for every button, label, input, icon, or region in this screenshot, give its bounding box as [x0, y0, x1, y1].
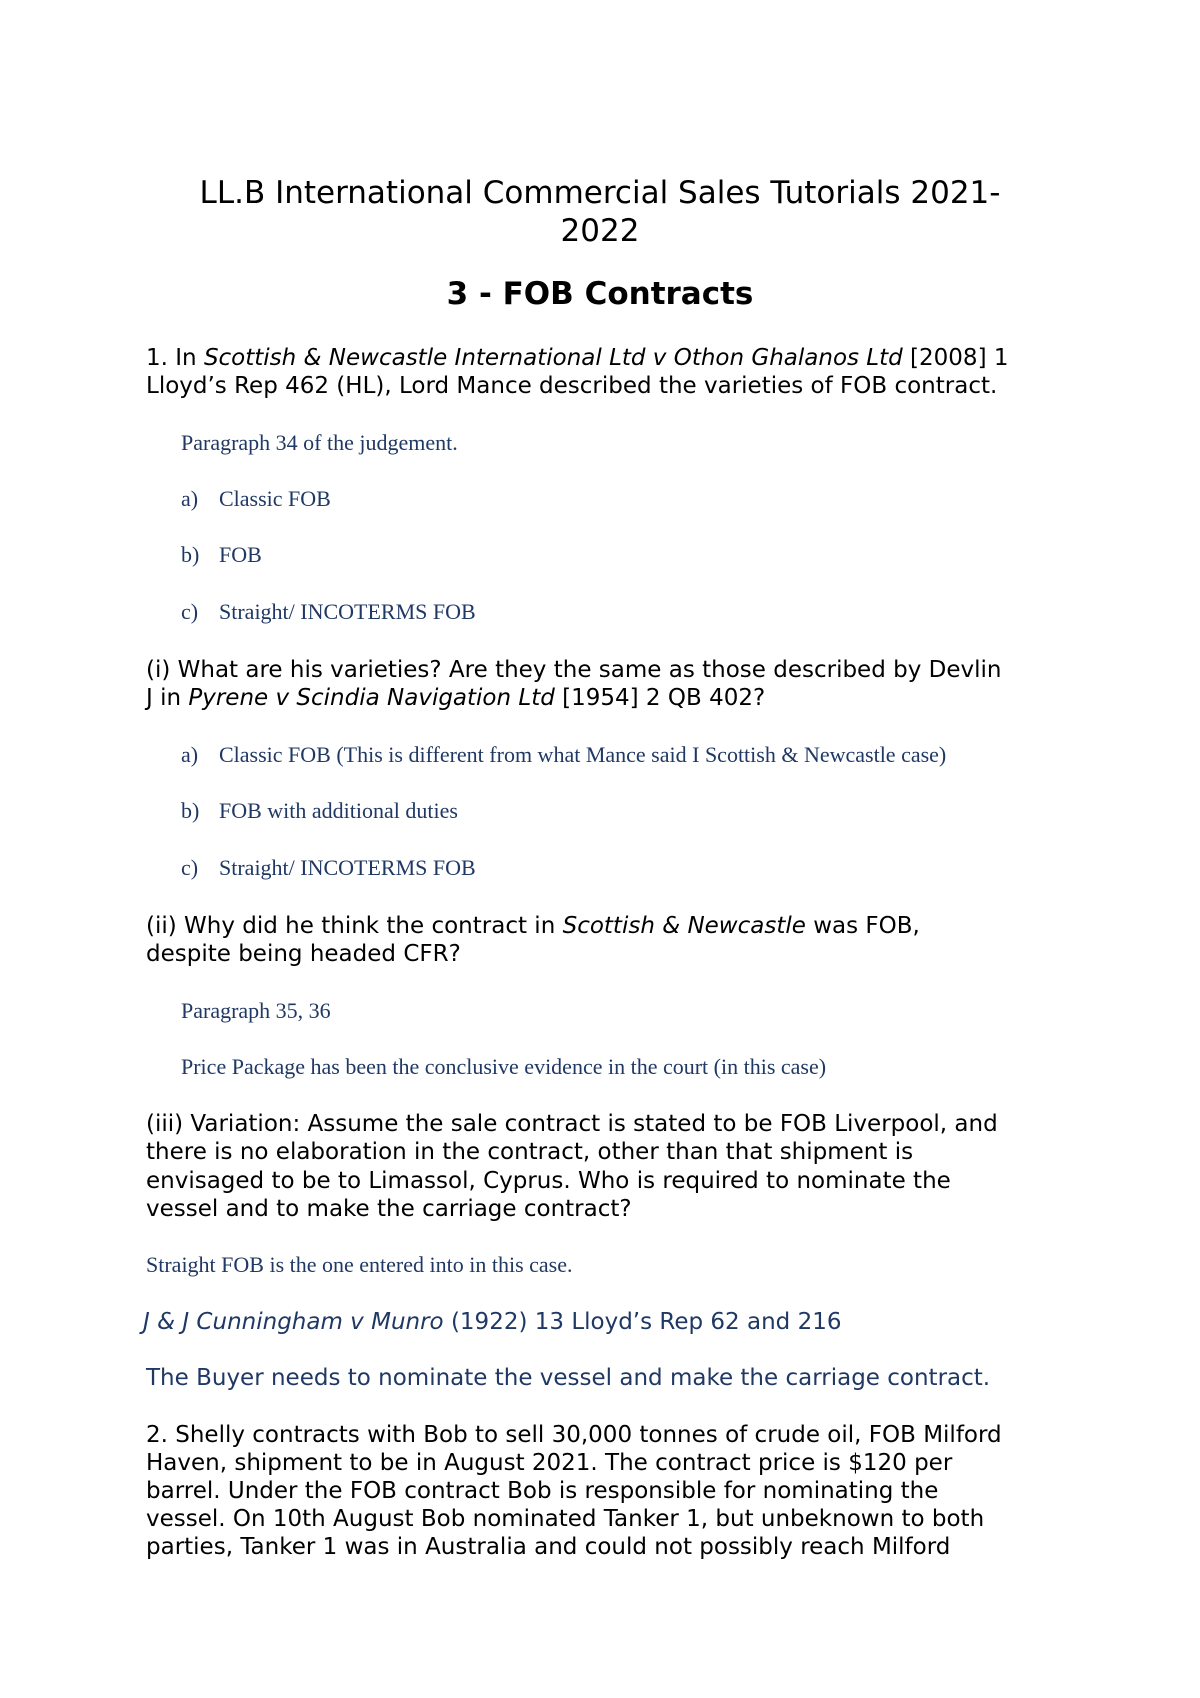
q1i-line-1: (i) What are his varieties? Are they the same as those described by Devlin — [146, 657, 1002, 683]
q1i-prefix: J in — [146, 685, 189, 711]
q1ii-line-2: despite being headed CFR? — [146, 941, 461, 967]
list-text: Classic FOB (This is different from what Mance said I Scottish & Newcastle case) — [219, 742, 947, 767]
q1i-list-item-a — [181, 742, 946, 768]
list-label: a) — [181, 742, 199, 767]
q1i-line-2 — [146, 684, 765, 712]
q1ii-suffix: was FOB, — [805, 913, 920, 939]
list-label: b) — [181, 542, 200, 567]
q2-line-2: Haven, shipment to be in August 2021. The contract price is $120 per — [146, 1450, 953, 1476]
q2-line-5: parties, Tanker 1 was in Australia and could not possibly reach Milford — [146, 1534, 951, 1560]
q1-line-2: Lloyd’s Rep 462 (HL), Lord Mance described the varieties of FOB contract. — [146, 373, 998, 399]
q1iii-line-2: there is no elaboration in the contract, other than that shipment is — [146, 1139, 914, 1165]
q1-case-name: Scottish & Newcastle International Ltd v Othon Ghalanos Ltd — [203, 345, 903, 371]
q1iii-case-suffix: (1922) 13 Lloyd’s Rep 62 and 216 — [443, 1309, 842, 1335]
q1-list-item-b — [181, 542, 262, 568]
q1iii-line-4: vessel and to make the carriage contract? — [146, 1196, 632, 1222]
q2-line-3: barrel. Under the FOB contract Bob is responsible for nominating the — [146, 1478, 939, 1504]
q1iii-conclusion: The Buyer needs to nominate the vessel and make the carriage contract. — [146, 1365, 991, 1391]
q1ii-answer-2: Price Package has been the conclusive evidence in the court (in this case) — [181, 1054, 827, 1079]
q2-line-4: vessel. On 10th August Bob nominated Tanker 1, but unbeknown to both — [146, 1506, 985, 1532]
q1iii-answer: Straight FOB is the one entered into in this case. — [146, 1252, 573, 1277]
q1iii-case-line — [143, 1308, 841, 1336]
q1ii-answer-1: Paragraph 35, 36 — [181, 998, 331, 1023]
list-label: a) — [181, 486, 199, 511]
q1ii-prefix: (ii) Why did he think the contract in — [146, 913, 563, 939]
q2-line-1: 2. Shelly contracts with Bob to sell 30,000 tonnes of crude oil, FOB Milford — [146, 1422, 1002, 1448]
q1iii-line-1: (iii) Variation: Assume the sale contract is stated to be FOB Liverpool, and — [146, 1111, 998, 1137]
q1-list-item-c — [181, 599, 476, 625]
q1-answer: Paragraph 34 of the judgement. — [181, 430, 458, 455]
q1-line-1 — [146, 344, 1009, 372]
list-text: Straight/ INCOTERMS FOB — [219, 855, 476, 880]
list-label: c) — [181, 599, 199, 624]
q1-list-item-a — [181, 486, 331, 512]
list-label: c) — [181, 855, 199, 880]
q1ii-case-name: Scottish & Newcastle — [562, 913, 806, 939]
list-label: b) — [181, 798, 200, 823]
q1-prefix: 1. In — [146, 345, 204, 371]
q1iii-case-name: J & J Cunningham v Munro — [143, 1309, 444, 1335]
q1i-list-item-c — [181, 855, 476, 881]
q1i-case-name: Pyrene v Scindia Navigation Ltd — [188, 685, 555, 711]
q1ii-line-1 — [146, 912, 920, 940]
list-text: FOB — [219, 542, 262, 567]
section-heading: 3 - FOB Contracts — [446, 276, 754, 312]
q1iii-line-3: envisaged to be to Limassol, Cyprus. Who is required to nominate the — [146, 1168, 951, 1194]
q1-suffix: [2008] 1 — [902, 345, 1009, 371]
list-text: FOB with additional duties — [219, 798, 458, 823]
title-line-2: 2022 — [560, 213, 640, 249]
list-text: Straight/ INCOTERMS FOB — [219, 599, 476, 624]
list-text: Classic FOB — [219, 486, 331, 511]
q1i-suffix: [1954] 2 QB 402? — [554, 685, 766, 711]
title-line-1: LL.B International Commercial Sales Tutorials 2021- — [199, 175, 1001, 211]
q1i-list-item-b — [181, 798, 458, 824]
